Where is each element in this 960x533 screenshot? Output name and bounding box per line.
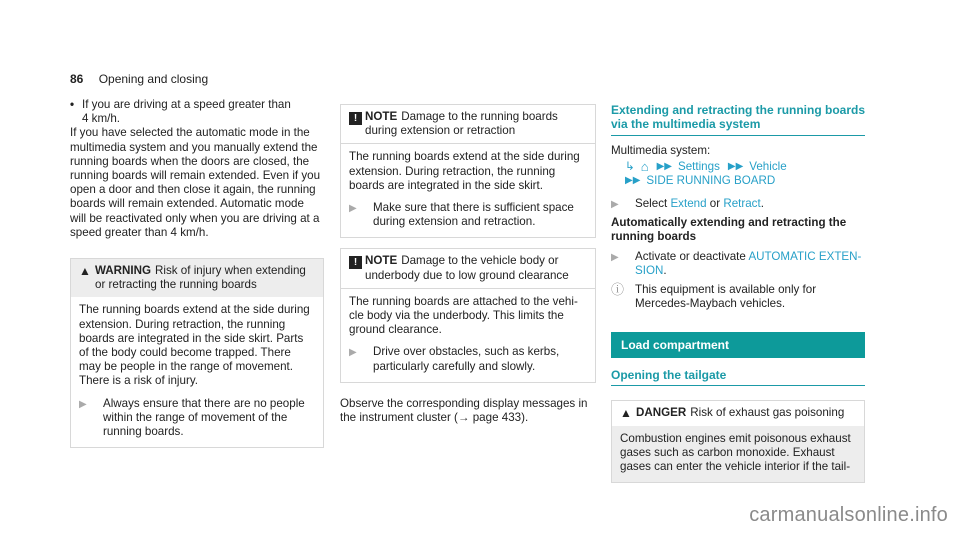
step-line: particularly carefully and slowly. [373, 359, 536, 373]
observe-line: ). [521, 411, 529, 425]
load-compartment-banner: Load compartment [611, 332, 865, 358]
danger-line: gases such as carbon monoxide. Exhaust [620, 445, 835, 459]
danger-line: gases can enter the vehicle interior if the tail- [620, 460, 851, 474]
observe-line: Observe the corresponding display messages in [340, 396, 588, 410]
step-arrow-icon: ▶ [349, 203, 357, 215]
heading-line: running boards [611, 230, 697, 244]
select-text: or [706, 196, 724, 210]
warning-line: may be people in the range of movement. [79, 360, 293, 374]
warning-title: or retracting the running boards [95, 278, 257, 292]
observe-line: the instrument cluster ( [340, 411, 458, 425]
option-automatic-extension[interactable]: SION [635, 264, 664, 278]
step-line: running boards. [103, 425, 184, 439]
column-right [611, 103, 865, 483]
watermark: carmanualsonline.info [749, 504, 948, 526]
warning-label: WARNING [95, 264, 152, 278]
note-title: underbody due to low ground clearance [365, 268, 569, 282]
bullet-icon: • [70, 98, 75, 111]
warning-triangle-icon: ▲ [79, 264, 91, 279]
warning-box [70, 258, 324, 448]
page-number: 86 [70, 72, 84, 86]
system-label: Multimedia system: [611, 144, 711, 157]
step-line: Drive over obstacles, such as kerbs, [373, 345, 560, 359]
bullet-text: 4 km/h. [82, 112, 121, 126]
para-line: boards will remain extended. Automatic mode [70, 197, 304, 211]
note-label: NOTE [365, 110, 398, 123]
bullet-text: If you are driving at a speed greater than [82, 98, 291, 111]
observe-paragraph [340, 397, 596, 425]
step-line: within the range of movement of the [103, 410, 288, 424]
para-line: running boards will remain extended. Even if you [70, 169, 321, 183]
select-text: . [760, 196, 764, 210]
step-arrow-icon: ▶ [611, 198, 619, 210]
info-icon: ⓘ [611, 281, 625, 297]
para-line: If you have selected the automatic mode in the [70, 126, 310, 140]
warning-line: There is a risk of injury. [79, 374, 198, 388]
para-line: speed greater than 4 km/h. [70, 225, 209, 239]
tailgate-heading: Opening the tailgate [611, 368, 865, 386]
notice-icon: ! [349, 254, 365, 282]
danger-header [612, 401, 864, 425]
home-icon[interactable]: ⌂ [640, 159, 649, 175]
return-arrow-icon: ↳ [625, 160, 635, 174]
danger-box [611, 400, 865, 483]
danger-line: Combustion engines emit poisonous exhaust [620, 431, 851, 445]
para-line: will be reactivated only when you are driving at a [70, 211, 320, 225]
double-chevron-icon: ▶▶ [727, 161, 744, 173]
note-line: The running boards extend at the side during [349, 150, 580, 164]
note-body [341, 143, 595, 237]
note-title: during extension or retraction [365, 124, 516, 138]
step-line: during extension and retraction. [373, 215, 536, 229]
path-side-running-board[interactable]: SIDE RUNNING BOARD [646, 174, 776, 188]
step-arrow-icon: ▶ [611, 252, 619, 264]
para-line: running boards when the doors are closed, the [70, 154, 310, 168]
column-left [70, 98, 324, 448]
warning-header [71, 259, 323, 297]
note-step [349, 345, 587, 373]
section-title: Opening and closing [98, 72, 209, 86]
equipment-note [611, 283, 865, 311]
option-automatic-extension[interactable]: AUTOMATIC EXTEN- [748, 250, 862, 264]
page-reference-link[interactable]: → page 433 [457, 411, 522, 425]
para-line: multimedia system and you manually extend the [70, 140, 318, 154]
activate-step [611, 250, 865, 278]
double-chevron-icon: ▶▶ [656, 161, 672, 173]
heading-line: Extending and retracting the running boards [611, 103, 866, 117]
speed-bullet [70, 98, 324, 126]
double-chevron-icon: ▶▶ [625, 175, 641, 187]
notice-icon: ! [349, 110, 365, 138]
path-settings[interactable]: Settings [677, 160, 720, 174]
warning-line: of the body could become trapped. There [79, 346, 291, 360]
option-retract[interactable]: Retract [723, 196, 761, 210]
note-box-running-boards [340, 104, 596, 238]
path-vehicle[interactable]: Vehicle [749, 160, 787, 174]
danger-title: Risk of exhaust gas poisoning [690, 406, 845, 420]
note-line: Mercedes-Maybach vehicles. [635, 296, 786, 310]
note-line: cle body via the underbody. This limits the [349, 309, 564, 323]
note-label: NOTE [365, 254, 398, 268]
menu-path-2 [625, 174, 865, 188]
option-extend[interactable]: Extend [670, 196, 707, 210]
danger-body [612, 426, 864, 483]
danger-triangle-icon: ▲ [620, 406, 632, 421]
activate-text: . [663, 264, 667, 278]
warning-line: The running boards extend at the side during [79, 303, 310, 317]
step-line: Make sure that there is sufficient space [373, 201, 574, 215]
note-step [349, 201, 587, 229]
note-box-underbody [340, 248, 596, 382]
heading-line: via the multimedia system [611, 117, 761, 131]
note-header [341, 249, 595, 287]
step-arrow-icon: ▶ [79, 398, 87, 410]
section-heading [611, 103, 865, 136]
activate-text: Activate or deactivate [635, 250, 749, 264]
danger-label: DANGER [636, 406, 687, 420]
select-step [611, 197, 865, 212]
note-title: Damage to the vehicle body or [401, 254, 559, 268]
warning-line: extension. During retraction, the running [79, 317, 286, 331]
warning-line: boards are integrated in the side skirt. Parts [79, 331, 304, 345]
menu-path [625, 160, 865, 174]
step-arrow-icon: ▶ [349, 347, 357, 359]
warning-title: Risk of injury when extending [155, 264, 306, 278]
heading-line: Automatically extending and retracting the [611, 215, 847, 229]
note-line: This equipment is available only for [635, 282, 817, 296]
note-header [341, 105, 595, 143]
select-text: Select [635, 196, 671, 210]
note-line: The running boards are attached to the vehi- [349, 294, 578, 308]
note-line: extension. During retraction, the running [349, 164, 556, 178]
automatic-mode-paragraph [70, 126, 324, 240]
note-line: ground clearance. [349, 323, 442, 337]
note-line: boards are integrated in the side skirt. [349, 178, 543, 192]
note-title: Damage to the running boards [401, 110, 558, 123]
para-line: open a door and then close it again, the running [70, 183, 316, 197]
page-header [70, 72, 208, 86]
auto-heading [611, 216, 865, 244]
warning-body [71, 297, 323, 447]
step-line: Always ensure that there are no people [103, 396, 305, 410]
warning-step [79, 397, 315, 440]
note-body [341, 288, 595, 382]
column-middle [340, 104, 596, 425]
